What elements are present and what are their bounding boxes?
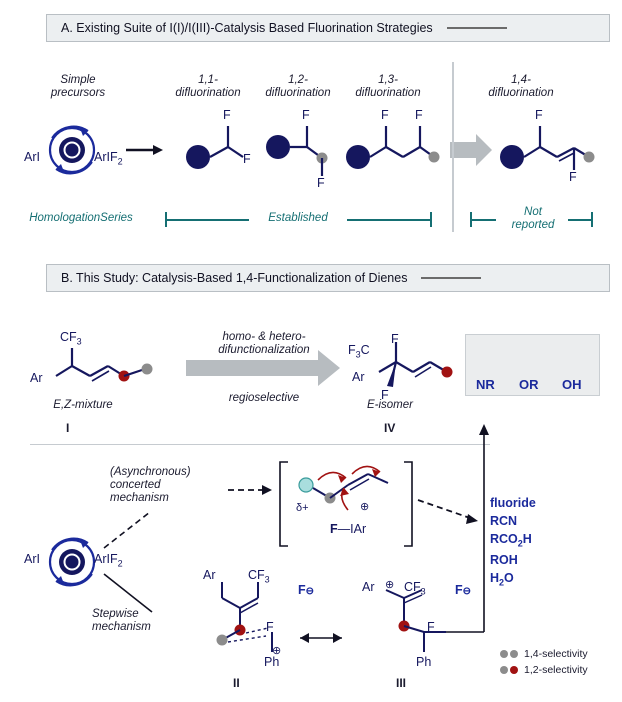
product-roman: IV (384, 421, 396, 435)
established-tick-left (165, 212, 167, 227)
footer-established: Established (268, 212, 328, 224)
nucleophile-fluoride: fluoride (490, 496, 536, 510)
column-label-11-difluorination: 1,1- difluorination (175, 74, 241, 100)
int2-f-label: F (266, 620, 274, 634)
arrow-label-top: homo- & hetero- difunctionalization (218, 331, 310, 357)
substrate-cf3-label: $CF_3$ (60, 330, 82, 347)
legend-dot-gray-icon (500, 650, 508, 658)
substrate-roman: I (66, 421, 70, 435)
header-rule (447, 27, 507, 29)
int2-ph-label: Ph (264, 655, 280, 669)
not-reported-bracket-left (470, 219, 496, 221)
int2-fluoride-label: F⊖ (298, 583, 315, 597)
product-f-top-label: F (391, 332, 399, 346)
not-reported-bracket-right (568, 219, 592, 221)
product-f3c-label: $F_3C$ (348, 343, 370, 360)
arif2-label-bottom: ArIF$_2$ (94, 552, 123, 569)
product-caption: E-isomer (366, 399, 413, 411)
int2-ar-label: Ar (203, 568, 216, 582)
ari-label: ArI (24, 150, 40, 164)
group-label-or: OR (519, 377, 539, 392)
legend-label-12: 1,2-selectivity (524, 664, 588, 676)
int3-plus-label: ⊕ (385, 579, 395, 591)
group-label-oh: OH (562, 377, 582, 392)
nucleophile-rco2h: $RCO_2H$ (490, 532, 532, 549)
footer-homologation-series: HomologationSeries (29, 212, 133, 224)
substrate-ar-label: Ar (30, 371, 43, 385)
fluorine-label: F (535, 108, 543, 122)
legend-item-12 (500, 664, 588, 676)
established-bracket-left (165, 219, 249, 221)
legend-item-14 (500, 648, 588, 660)
fluorine-label: F (569, 170, 577, 184)
column-label-precursors: Simple precursors (50, 74, 106, 100)
not-reported-tick-left (470, 212, 472, 227)
column-label-14-difluorination: 1,4- difluorination (488, 74, 554, 100)
ts-plus-label: ⊕ (360, 501, 370, 513)
column-label-13-difluorination: 1,3- difluorination (355, 74, 421, 100)
fluorine-label: F (317, 176, 325, 190)
ari-label-bottom: ArI (24, 552, 40, 566)
int2-cf3-label: $CF_3$ (248, 568, 270, 585)
nucleophile-h2o: $H_2O$ (490, 570, 514, 588)
fluorine-label: F (415, 108, 423, 122)
int3-roman: III (396, 676, 407, 690)
established-bracket-right (347, 219, 431, 221)
column-label-12-difluorination: 1,2- difluorination (265, 74, 331, 100)
legend-dot-gray-icon (500, 666, 508, 674)
footer-not-reported: Not reported (511, 206, 555, 232)
fluorine-label: F (381, 108, 389, 122)
nucleophile-rcn: RCN (490, 514, 518, 529)
legend-dot-red-icon (510, 666, 518, 674)
header-rule (421, 277, 481, 279)
panel-a-header (46, 14, 610, 42)
not-reported-tick-right (591, 212, 593, 227)
arrow-label-bottom: regioselective (228, 392, 300, 404)
int3-fluoride-label: F⊖ (455, 583, 472, 597)
nucleophile-list (490, 494, 536, 589)
panel-b-header (46, 264, 610, 292)
ts-delta-label: δ+ (296, 502, 309, 514)
int3-f-label: F (427, 620, 435, 634)
int3-ph-label: Ph (416, 655, 432, 669)
int3-cf3-label: $CF_3$ (404, 580, 426, 597)
int2-roman: II (233, 676, 240, 690)
int3-ar-label: Ar (362, 580, 375, 594)
ts-fiar-label: F—IAr (330, 522, 367, 536)
panel-a-divider (452, 62, 454, 232)
legend-dot-gray-icon (510, 650, 518, 658)
legend (500, 648, 588, 676)
mechanism-label-concerted: (Asynchronous) concerted mechanism (110, 466, 191, 505)
mechanism-label-stepwise: Stepwise mechanism (92, 608, 151, 634)
nucleophile-roh: ROH (490, 552, 518, 567)
int2-plus-label: ⊕ (272, 645, 282, 657)
substrate-caption: E,Z-mixture (53, 399, 113, 411)
group-label-nr: NR (476, 377, 495, 392)
legend-label-14: 1,4-selectivity (524, 648, 588, 660)
fluorine-label: F (302, 108, 310, 122)
arif2-label: ArIF$_2$ (94, 150, 123, 167)
panel-a-title: A. Existing Suite of I(I)/I(III)-Catalysis Based Fluorination Strategies (61, 21, 433, 35)
fluorine-label: F (223, 108, 231, 122)
fluorine-label: F (243, 152, 251, 166)
product-f-bottom-label: F (381, 388, 389, 402)
product-ar-label: Ar (352, 370, 365, 384)
panel-b-title: B. This Study: Catalysis-Based 1,4-Functionalization of Dienes (61, 271, 408, 285)
established-tick-right (430, 212, 432, 227)
